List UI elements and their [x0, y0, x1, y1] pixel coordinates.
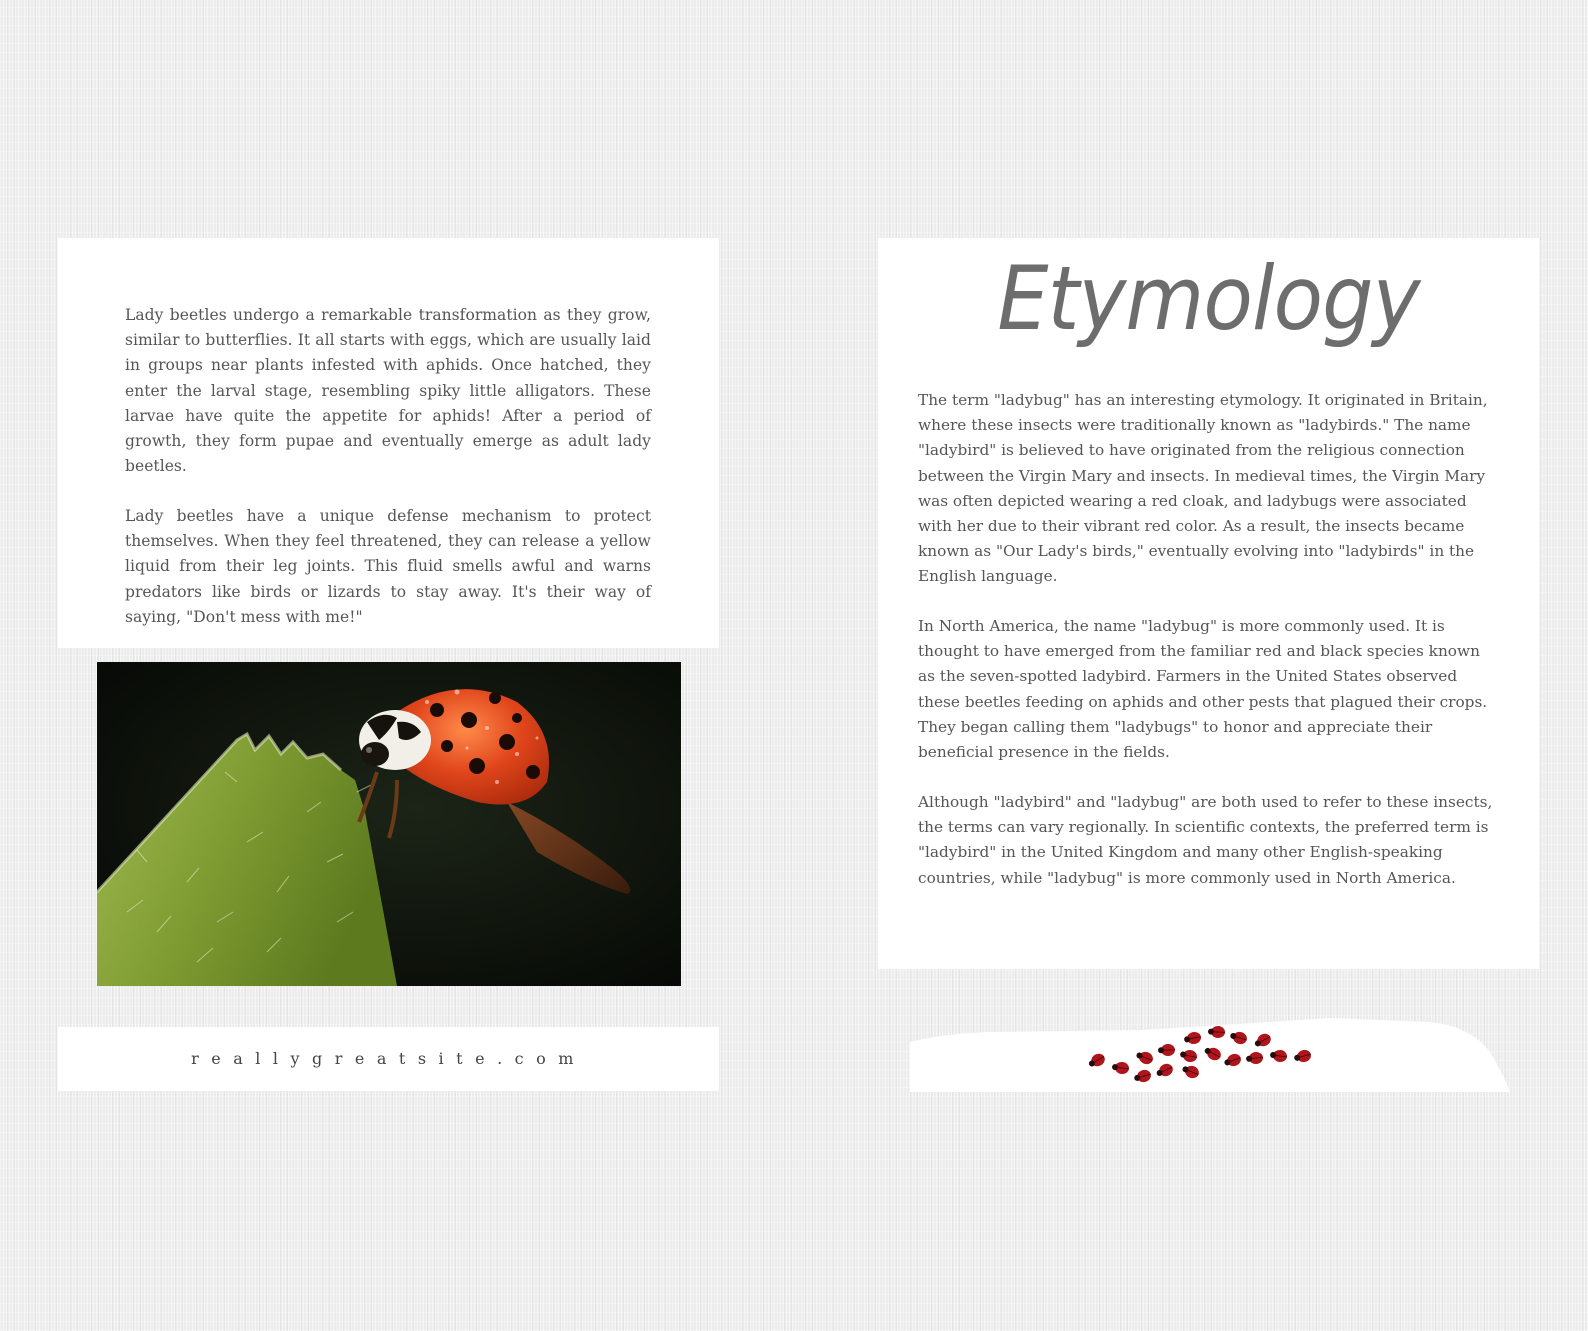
ladybug-photo — [97, 662, 681, 986]
website-link[interactable]: reallygreatsite.com — [191, 1049, 586, 1068]
left-text-card — [58, 238, 719, 648]
etymology-paragraph-regional: Although "ladybird" and "ladybug" are both used to refer to these insects, the terms can vary regionally. In scientific contexts, the preferred term is "ladybird" in the United Kingdom and many other English-speaking countries, while "ladybug" is more commonly used in North America. — [918, 793, 1493, 887]
defense-paragraph: Lady beetles have a unique defense mechanism to protect themselves. When they feel threatened, they can release a yellow liquid from their leg joints. This fluid smells awful and warns predators like birds or lizards to stay away. It's their way of saying, "Don't mess with me!" — [125, 507, 651, 626]
etymology-card — [878, 238, 1539, 969]
page-title: Etymology — [997, 247, 1420, 350]
etymology-paragraph-origin: The term "ladybug" has an interesting etymology. It originated in Britain, where these insects were traditionally known as "ladybirds." The name "ladybird" is believed to have originated from the religious connection between the Virgin Mary and insects. In medieval times, the Virgin Mary was often depicted wearing a red cloak, and ladybugs were associated with her due to their vibrant red color. As a result, the insects became known as "Our Lady's birds," eventually evolving into "ladybirds" in the English language. — [918, 391, 1488, 586]
footer-card — [58, 1027, 719, 1091]
etymology-paragraph-north-america: In North America, the name "ladybug" is more commonly used. It is thought to have emerged from the familiar red and black species known as the seven-spotted ladybird. Farmers in the United States observed these beetles feeding on aphids and other pests that plagued their crops. They began calling them "ladybugs" to honor and appreciate their beneficial presence in the fields. — [918, 617, 1488, 762]
ladybug-trail-decoration — [910, 1012, 1522, 1092]
life-cycle-paragraph: Lady beetles undergo a remarkable transformation as they grow, similar to butterflies. It all starts with eggs, which are usually laid in groups near plants infested with aphids. Once hatched, they enter the larval stage, resembling spiky little alligators. These larvae have quite the appetite for aphids! After a period of growth, they form pupae and eventually emerge as adult lady beetles. — [125, 306, 651, 476]
